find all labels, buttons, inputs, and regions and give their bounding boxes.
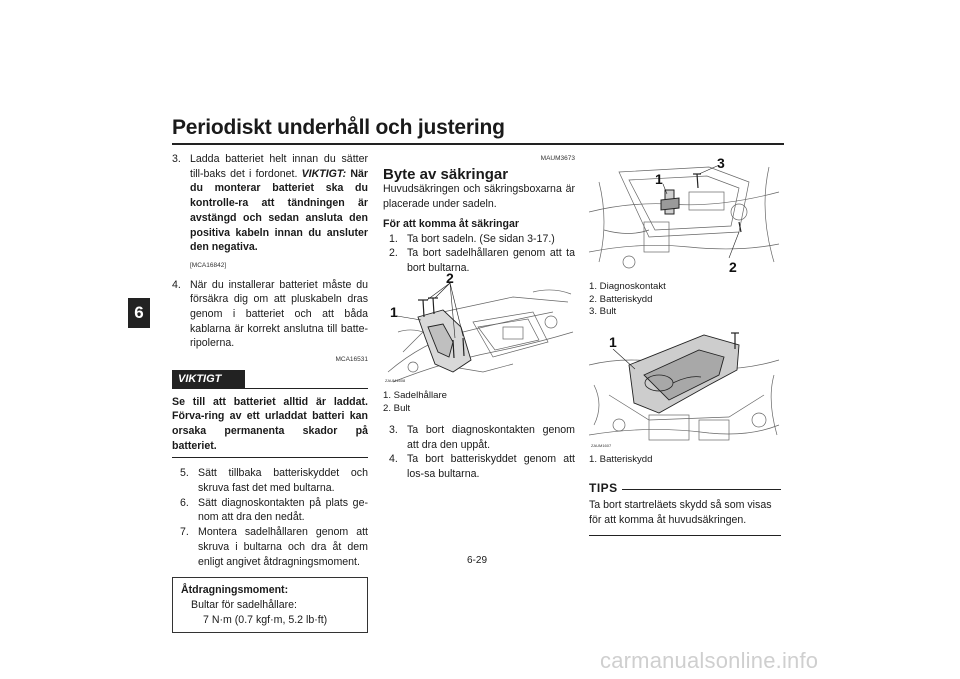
step-2-text: Ta bort sadelhållaren genom att ta bort bultarna. — [407, 247, 575, 274]
step-5-text: Sätt tillbaka batteriskyddet och skruva fast det med bultarna. — [198, 467, 368, 495]
viktigt-text: Se till att batteriet alltid är laddat. Förva-ring av ett urladdat batteri kan orsaka permanenta skador på batteriet. — [172, 395, 368, 452]
step-number: 7. — [180, 526, 189, 539]
callout-2: 2 — [446, 272, 454, 286]
subheading: För att komma åt säkringar — [383, 217, 519, 230]
step-3b — [383, 423, 575, 452]
step-number: 2. — [389, 247, 398, 260]
tips-header — [589, 481, 781, 495]
step-3-text: Ladda batteriet helt innan du sätter till-baks det i fordonet. — [190, 153, 368, 180]
caption-battery-cover: 2. Batteriskydd — [589, 293, 653, 305]
step-6 — [172, 496, 368, 525]
step-number: 1. — [389, 232, 398, 245]
battery-cover-figure — [589, 325, 781, 450]
callout-3: 3 — [717, 155, 725, 171]
header-rule — [172, 143, 784, 145]
caption-bolt: 3. Bult — [589, 306, 617, 318]
caption-seat-holder: 1. Sadelhållare — [383, 390, 448, 401]
torque-title: Åtdragningsmoment: — [181, 584, 289, 597]
step-number: 5. — [180, 467, 189, 480]
tips-box — [589, 481, 781, 536]
step-7 — [172, 525, 368, 569]
chapter-tab: 6 — [128, 298, 150, 328]
column-middle-lower — [383, 423, 575, 482]
step-4b — [383, 452, 575, 481]
column-left — [172, 152, 368, 633]
diagnostic-connector-figure — [589, 152, 781, 280]
figure-code: ZAUM1608 — [385, 378, 406, 383]
callout-1: 1 — [390, 304, 398, 320]
figure-3-captions — [589, 454, 781, 467]
step-5 — [172, 466, 368, 495]
step-4-text: När du installerar batteriet måste du försäkra dig om att pluskabeln dras genom i batteriet och att båda kablarna är korrekt anslutna till batte-ripolerna. — [190, 278, 368, 350]
figure-code: ZAUM1607 — [591, 443, 612, 448]
seat-holder-figure — [383, 272, 575, 386]
step-number: 4. — [389, 453, 398, 466]
viktigt-bottom-rule — [172, 457, 368, 458]
caption-bolt: 2. Bult — [383, 402, 411, 414]
torque-item: Bultar för sadelhållare: — [191, 598, 297, 611]
step-text — [190, 152, 368, 255]
column-middle — [383, 152, 575, 276]
figure-1-captions — [383, 390, 575, 415]
step-6-text: Sätt diagnoskontakten på plats ge-nom att dra den nedåt. — [198, 496, 368, 524]
tips-rule — [622, 489, 781, 490]
watermark: carmanualsonline.info — [600, 648, 819, 673]
step-1 — [383, 232, 575, 247]
viktigt-header — [172, 370, 368, 389]
torque-value: 7 N·m (0.7 kgf·m, 5.2 lb·ft) — [203, 613, 328, 626]
notice-code: MCA16531 — [335, 356, 368, 364]
viktigt-rule — [245, 388, 368, 389]
torque-box — [172, 577, 368, 633]
section-code: MAUM3673 — [540, 155, 575, 162]
step-number: 3. — [172, 153, 181, 165]
step-4b-text: Ta bort batteriskyddet genom att los-sa bultarna. — [407, 453, 575, 481]
section-heading: Byte av säkringar — [383, 165, 509, 183]
callout-1: 1 — [609, 334, 617, 350]
figure-2-captions — [589, 281, 781, 319]
step-number: 6. — [180, 496, 189, 509]
page-title: Periodiskt underhåll och justering — [172, 116, 505, 139]
warning-label: VIKTIGT: — [301, 167, 347, 180]
tips-bottom-rule — [589, 535, 781, 536]
warning-text: När du monterar batteriet ska du kontrolle-ra att tändningen är avstängd och sedan ansluta den positiva kabeln innan du ansluter den negativa. — [190, 167, 368, 254]
warning-code: [MCA16842] — [190, 261, 227, 269]
step-4 — [172, 278, 368, 352]
callout-2: 2 — [729, 259, 737, 275]
step-3b-text: Ta bort diagnoskontakten genom att dra den uppåt. — [407, 424, 575, 451]
caption-diagnostic-connector: 1. Diagnoskontakt — [589, 281, 666, 292]
section-intro: Huvudsäkringen och säkringsboxarna är placerade under sadeln. — [383, 183, 575, 211]
step-1-text: Ta bort sadeln. (Se sidan 3-17.) — [407, 232, 555, 245]
step-7-text: Montera sadelhållaren genom att skruva i bultarna och dra åt dem enligt angivet åtdragningsmoment. — [198, 526, 368, 568]
caption-battery-cover: 1. Batteriskydd — [589, 454, 653, 465]
step-number: 3. — [389, 424, 398, 436]
step-3 — [172, 152, 368, 255]
tips-text: Ta bort startreläets skydd så som visas för att komma åt huvudsäkringen. — [589, 499, 772, 526]
page-number: 6-29 — [467, 555, 488, 566]
step-number: 4. — [172, 278, 181, 291]
viktigt-label: VIKTIGT — [172, 370, 245, 389]
tips-label: TIPS — [589, 481, 618, 495]
callout-1: 1 — [655, 171, 663, 187]
